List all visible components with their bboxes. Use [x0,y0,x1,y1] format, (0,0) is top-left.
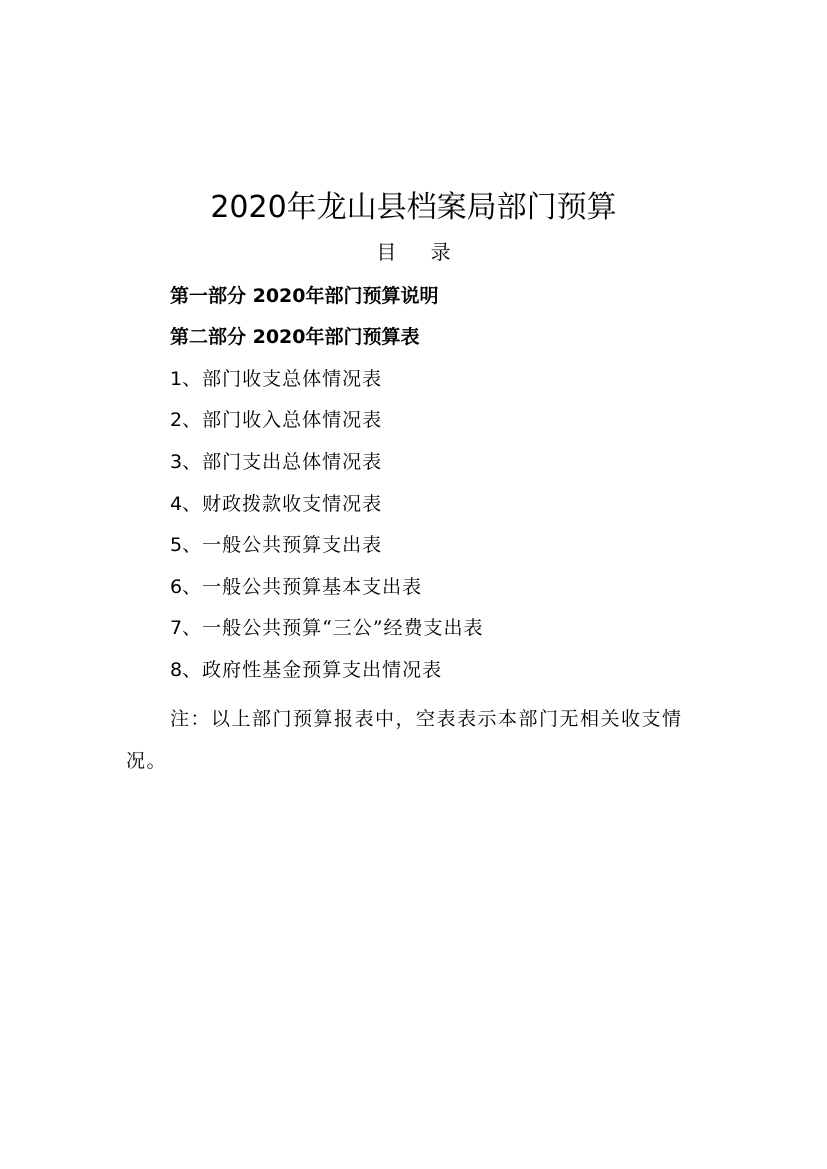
toc-item-number: 3 [170,451,183,473]
toc-part-1: 第一部分 2020年部门预算说明 [170,285,439,307]
toc-item-number: 2 [170,409,183,431]
toc-part-2: 第二部分 2020年部门预算表 [170,326,420,348]
budget-note: 注：以上部门预算报表中，空表表示本部门无相关收支情况。 [126,708,683,772]
document-title: 2020年龙山县档案局部门预算 [210,190,617,225]
toc-item-number: 4 [170,493,183,515]
toc-item [170,406,382,434]
toc-item-number: 6 [170,576,183,598]
toc-item [170,490,382,518]
toc-item [170,656,442,684]
toc-item-text: 、部门收支总体情况表 [182,368,383,390]
toc-item-text: 、政府性基金预算支出情况表 [182,659,443,681]
toc-item-text: 、部门支出总体情况表 [182,451,383,473]
toc-item [170,448,382,476]
toc-item-number: 8 [170,659,183,681]
toc-item-text: 、一般公共预算支出表 [182,534,383,556]
toc-item-number: 7 [170,617,183,639]
toc-item [170,614,484,642]
toc-item-number: 5 [170,534,183,556]
toc-item-text: 、财政拨款收支情况表 [182,493,383,515]
toc-item-text: 、部门收入总体情况表 [182,409,383,431]
toc-item-text: 、一般公共预算基本支出表 [182,576,423,598]
toc-item [170,573,422,601]
toc-item-number: 1 [170,368,183,390]
toc-heading: 目 录 [376,240,465,264]
toc-item-text: 、一般公共预算“三公”经费支出表 [182,617,484,639]
toc-item [170,531,382,559]
toc-item [170,365,382,393]
